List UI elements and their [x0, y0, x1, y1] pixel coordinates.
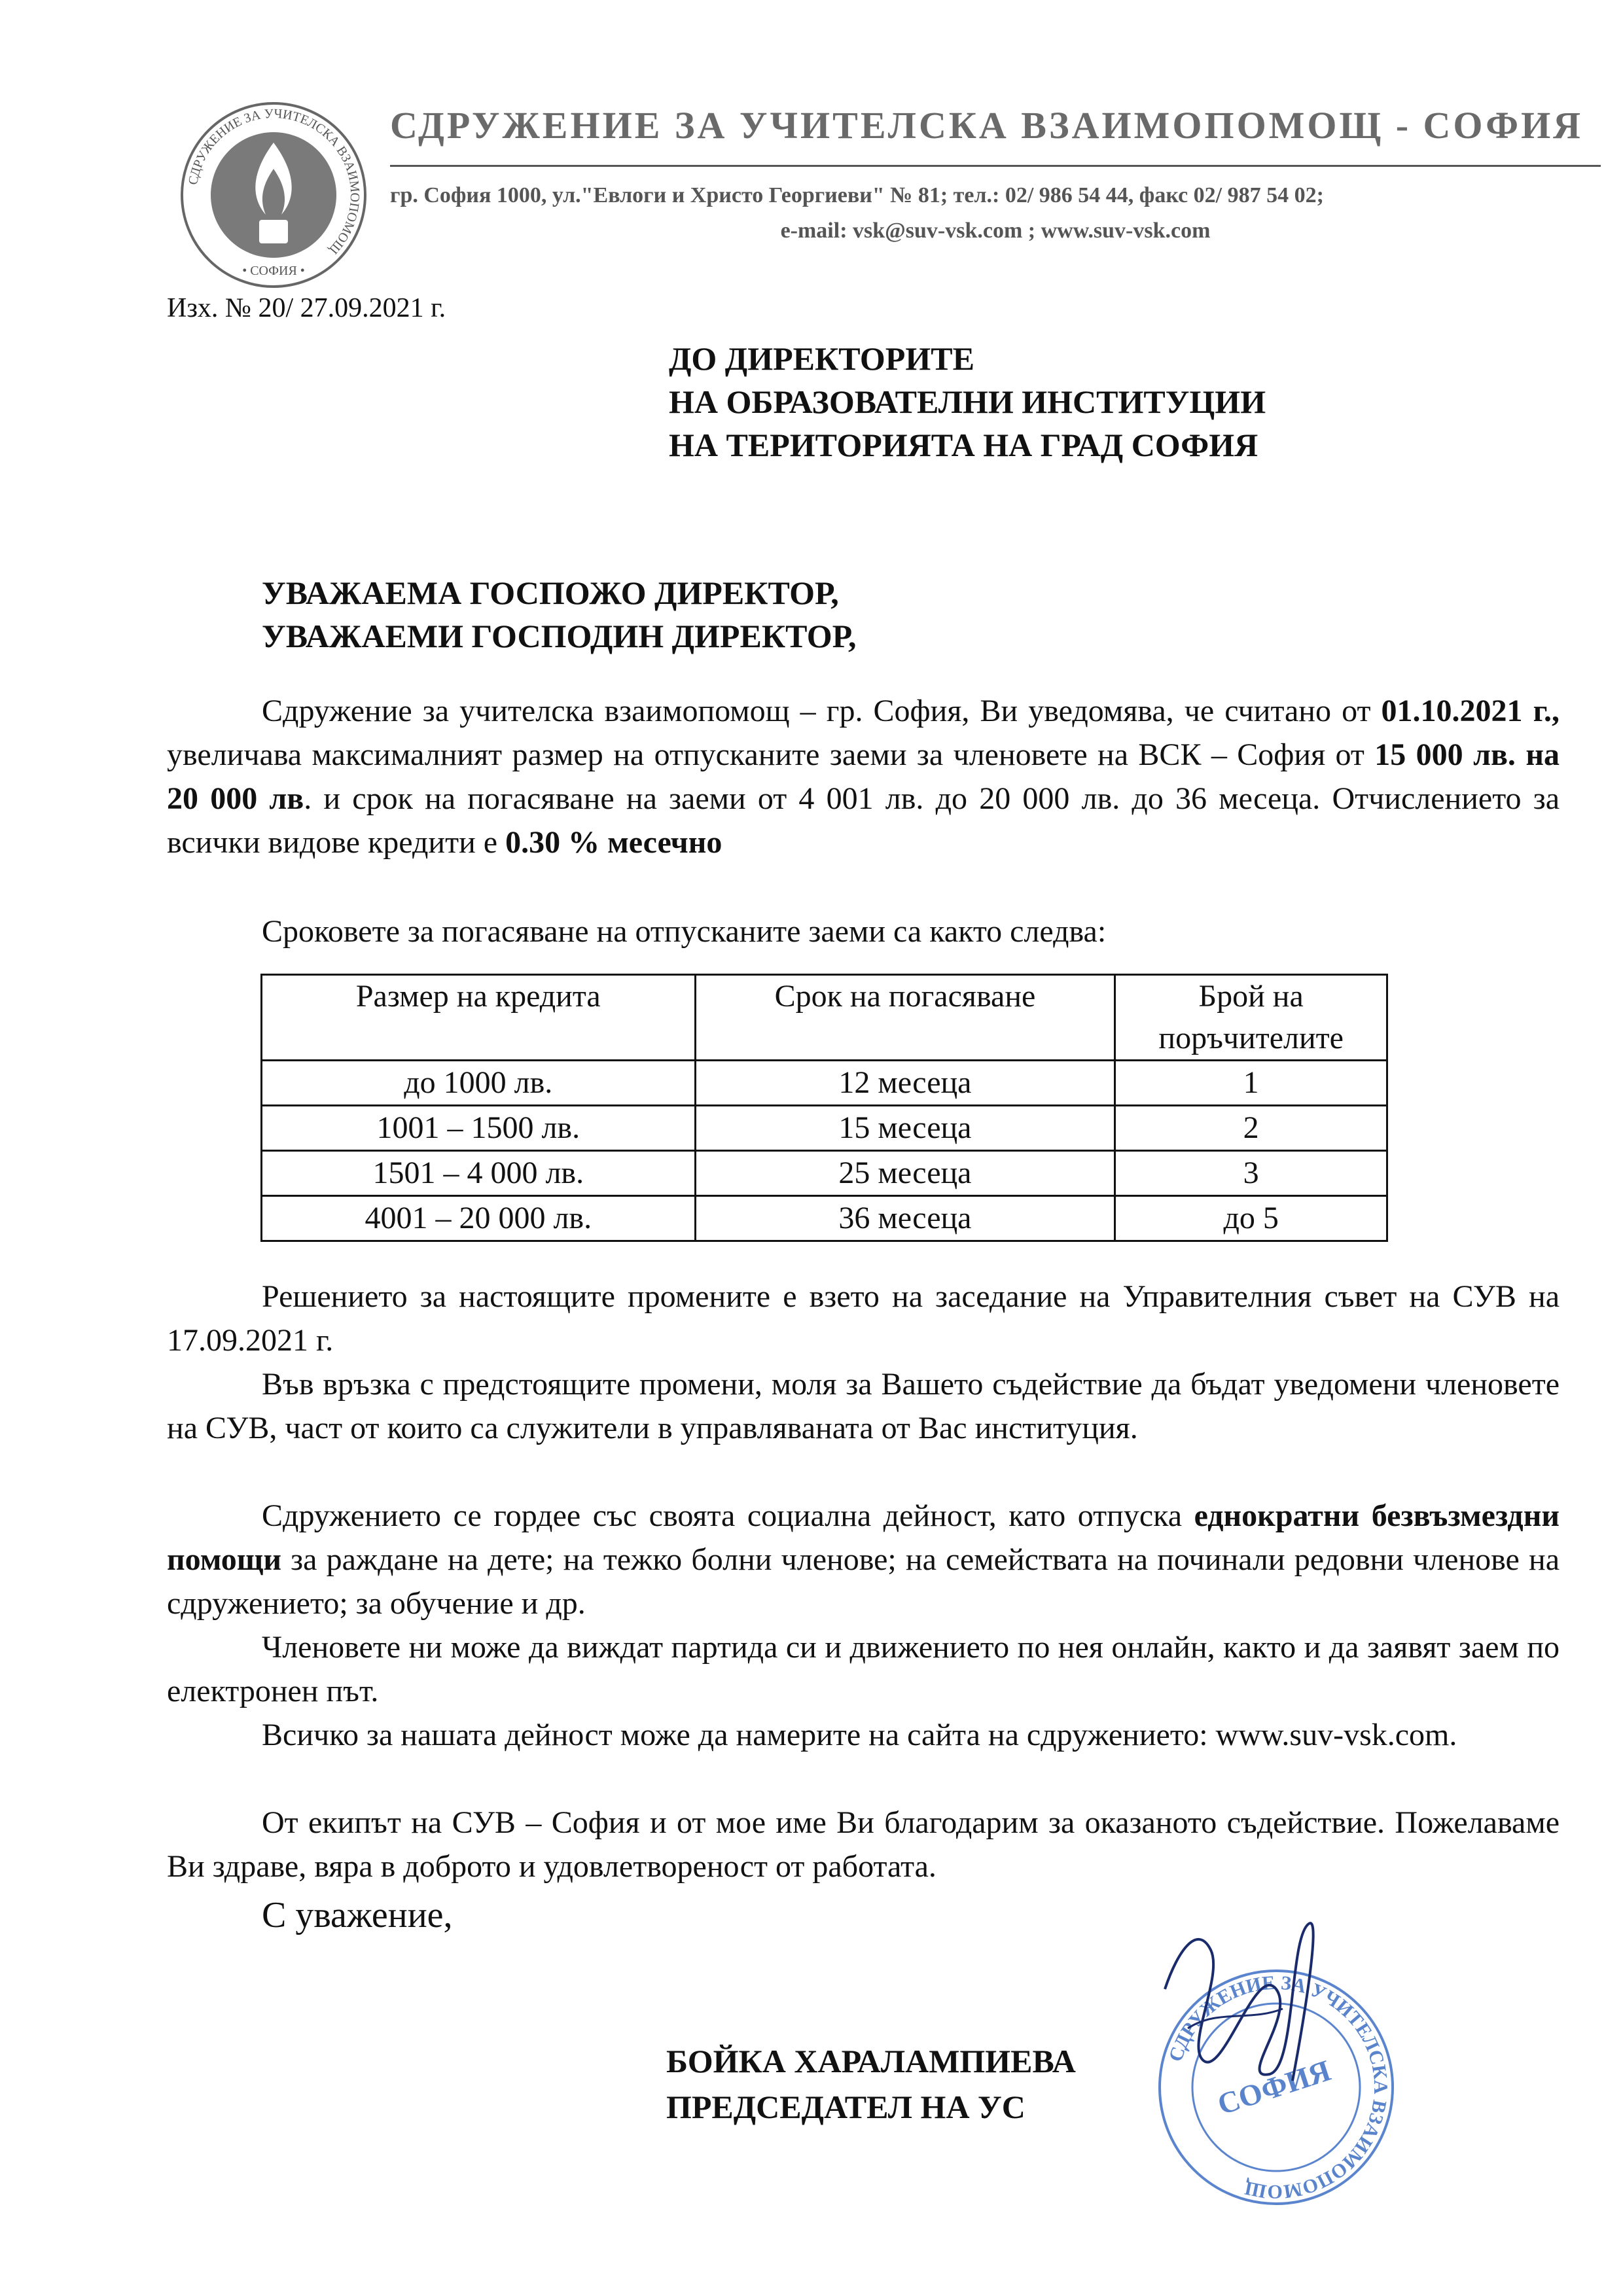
column-header-term: Срок на погасяване — [695, 975, 1115, 1061]
paragraph-online: Членовете ни може да виждат партида си и движението по нея онлайн, както и да заявят заем по електронен път. — [167, 1630, 1560, 1708]
loan-amounts: 15 000 лв. на 20 000 лв — [167, 737, 1560, 816]
addressee-block — [669, 337, 1266, 467]
signer-block — [666, 2038, 1076, 2130]
cell-term: 12 месеца — [695, 1061, 1115, 1106]
column-header-guarantors: Брой на поръчителите — [1115, 975, 1387, 1061]
cell-amount: 1501 – 4 000 лв. — [262, 1151, 696, 1196]
table-row — [262, 1151, 1387, 1196]
stamp-ring-text: СДРУЖЕНИЕ ЗА УЧИТЕЛСКА ВЗАИМОПОМОЩ — [1164, 1971, 1392, 2203]
paragraph-website: Всичко за нашата дейност може да намерите на сайта на сдружението: www.suv-vsk.com. — [262, 1718, 1457, 1752]
paragraph-decision: Решението за настоящите промените е взето на заседание на Управителния съвет на СУВ на 17.09.2021 г. — [167, 1279, 1560, 1358]
organization-logo — [175, 97, 372, 293]
salutation-line: УВАЖАЕМИ ГОСПОДИН ДИРЕКТОР, — [262, 618, 857, 654]
salutation — [262, 571, 856, 658]
cell-guarantors: 2 — [1115, 1106, 1387, 1151]
cell-term: 36 месеца — [695, 1196, 1115, 1241]
closing: С уважение, — [262, 1895, 453, 1935]
paragraph-request: Във връзка с предстоящите промени, моля за Вашето съдействие да бъдат уведомени членовете на СУВ, част от които са служители в управляваната от Вас институция. — [167, 1367, 1560, 1445]
text: . и срок на погасяване на заеми от 4 001 лв. до 20 000 лв. до 36 месеца. Отчислението за всички видове кредити е — [167, 781, 1560, 860]
text: за раждане на дете; на тежко болни членове; на семействата на починали редовни членове на сдружението; за обучение и др. — [167, 1542, 1560, 1621]
letterhead-divider — [390, 165, 1601, 167]
reference-number: Изх. № 20/ 27.09.2021 г. — [167, 293, 446, 323]
salutation-line: УВАЖАЕМА ГОСПОЖО ДИРЕКТОР, — [262, 574, 839, 611]
text: Сдружението се гордее със своята социална дейност, като отпуска — [262, 1498, 1194, 1533]
effective-date: 01.10.2021 г., — [1381, 694, 1560, 728]
table-row — [262, 1196, 1387, 1241]
table-intro: Сроковете за погасяване на отпусканите заеми са както следва: — [262, 914, 1107, 949]
stamp-center-text: СОФИЯ — [1213, 2053, 1335, 2121]
monthly-rate: 0.30 % месечно — [505, 825, 722, 860]
org-name: СДРУЖЕНИЕ ЗА УЧИТЕЛСКА ВЗАИМОПОМОЩ - СОФИЯ — [390, 104, 1584, 147]
cell-term: 25 месеца — [695, 1151, 1115, 1196]
cell-guarantors: 3 — [1115, 1151, 1387, 1196]
addressee-line: НА ТЕРИТОРИЯТА НА ГРАД СОФИЯ — [669, 427, 1258, 463]
table-row — [262, 1061, 1387, 1106]
table-row — [262, 1106, 1387, 1151]
table-header-row — [262, 975, 1387, 1061]
paragraph-social-activity — [167, 1494, 1560, 1625]
paragraph-thanks: От екипът на СУВ – София и от мое име Ви благодарим за оказаното съдействие. Пожелаваме Ви здраве, вяра в доброто и удовлетвореност от работата. — [167, 1805, 1560, 1884]
emphasis: еднократни безвъзмездни помощи — [167, 1498, 1560, 1577]
official-stamp — [1126, 1911, 1400, 2218]
signer-title: ПРЕДСЕДАТЕЛ НА УС — [666, 2089, 1026, 2125]
cell-term: 15 месеца — [695, 1106, 1115, 1151]
addressee-line: НА ОБРАЗОВАТЕЛНИ ИНСТИТУЦИИ — [669, 383, 1266, 420]
text: увеличава максималният размер на отпусканите заеми за членовете на ВСК – София от — [167, 737, 1375, 772]
cell-amount: 1001 – 1500 лв. — [262, 1106, 696, 1151]
cell-amount: 4001 – 20 000 лв. — [262, 1196, 696, 1241]
logo-ring-text: СДРУЖЕНИЕ ЗА УЧИТЕЛСКА ВЗАИМОПОМОЩ — [186, 106, 363, 257]
addressee-line: ДО ДИРЕКТОРИТЕ — [669, 340, 974, 377]
org-address: гр. София 1000, ул."Евлоги и Христо Георгиеви" № 81; тел.: 02/ 986 54 44, факс 02/ 987 54 02; — [390, 183, 1324, 207]
cell-guarantors: 1 — [1115, 1061, 1387, 1106]
loan-terms-table — [260, 974, 1388, 1242]
signer-name: БОЙКА ХАРАЛАМПИЕВА — [666, 2043, 1076, 2079]
logo-bottom-text: • СОФИЯ • — [242, 264, 305, 278]
cell-guarantors: до 5 — [1115, 1196, 1387, 1241]
column-header-amount: Размер на кредита — [262, 975, 696, 1061]
cell-amount: до 1000 лв. — [262, 1061, 696, 1106]
text: Сдружение за учителска взаимопомощ – гр. София, Ви уведомява, че считано от — [262, 694, 1382, 728]
paragraph-announcement — [167, 689, 1560, 864]
org-contacts: e-mail: vsk@suv-vsk.com ; www.suv-vsk.com — [780, 219, 1211, 243]
